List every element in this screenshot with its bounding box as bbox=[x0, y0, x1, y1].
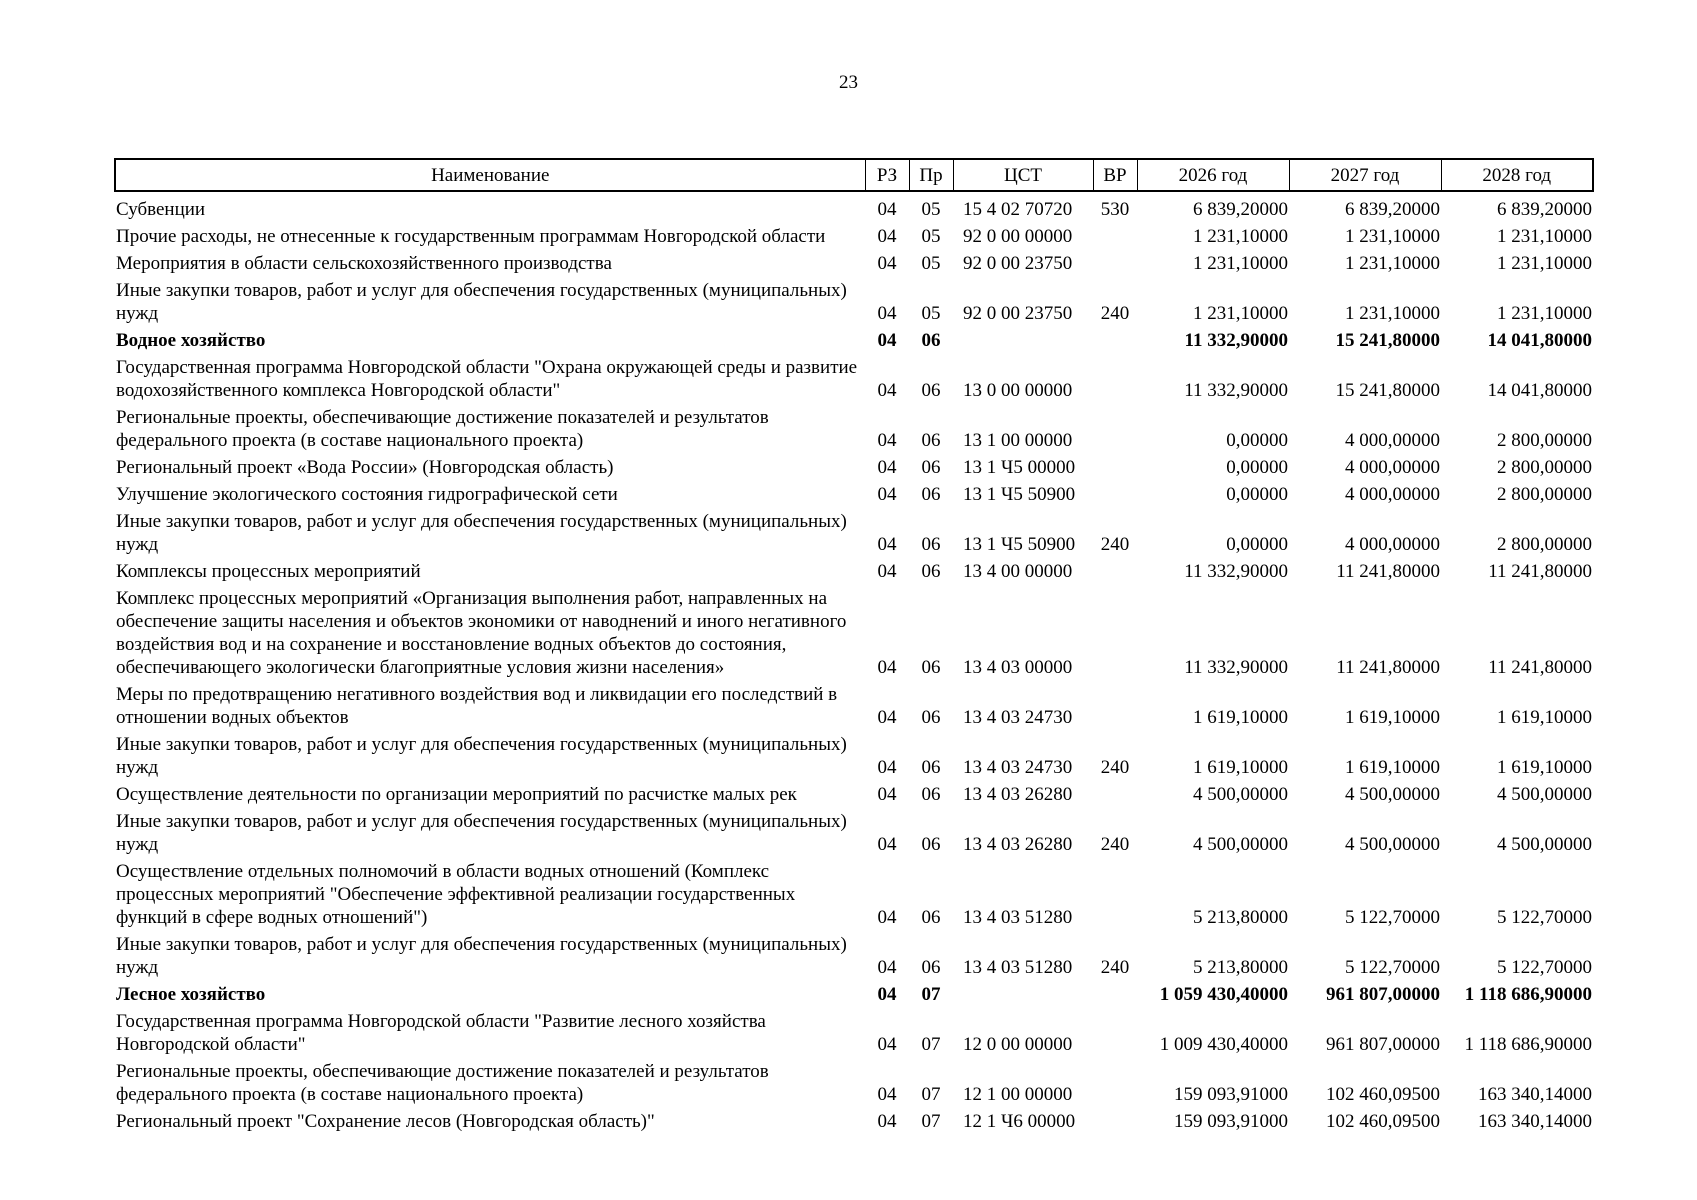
cell-cst: 13 4 00 00000 bbox=[963, 561, 1073, 582]
cell-rz: 04 bbox=[877, 534, 897, 555]
cell-cst: 13 4 03 51280 bbox=[963, 907, 1073, 928]
cell-cst bbox=[953, 983, 1093, 1010]
cell-pr: 06 bbox=[921, 957, 941, 978]
cell-vr bbox=[1093, 587, 1137, 683]
cell-pr: 05 bbox=[921, 199, 941, 220]
cell-pr: 07 bbox=[921, 1034, 941, 1055]
cell-name: Прочие расходы, не отнесенные к государственным программам Новгородской области bbox=[116, 226, 826, 247]
table-row bbox=[115, 356, 1593, 406]
cell-pr: 06 bbox=[921, 380, 941, 401]
cell-cst: 13 4 03 51280 bbox=[963, 957, 1073, 978]
cell-2026: 11 332,90000 bbox=[1184, 330, 1288, 351]
cell-2027: 11 241,80000 bbox=[1336, 657, 1440, 678]
cell-name: Осуществление отдельных полномочий в области водных отношений (Комплекс процессных мероприятий "Обеспечение эффективной реализации государственных функций в сфере водных отношений") bbox=[116, 861, 796, 928]
cell-pr: 05 bbox=[921, 253, 941, 274]
cell-2027: 4 000,00000 bbox=[1345, 534, 1440, 555]
cell-pr: 06 bbox=[921, 784, 941, 805]
cell-rz: 04 bbox=[877, 957, 897, 978]
cell-vr bbox=[1093, 406, 1137, 456]
cell-vr bbox=[1093, 483, 1137, 510]
cell-cst: 13 4 03 00000 bbox=[963, 657, 1073, 678]
cell-2028: 11 241,80000 bbox=[1488, 561, 1592, 582]
cell-2026: 1 009 430,40000 bbox=[1159, 1034, 1288, 1055]
cell-2027: 4 000,00000 bbox=[1345, 484, 1440, 505]
cell-vr bbox=[1093, 356, 1137, 406]
cell-pr: 06 bbox=[921, 484, 941, 505]
cell-pr: 06 bbox=[921, 330, 941, 351]
cell-2026: 11 332,90000 bbox=[1184, 657, 1288, 678]
cell-name: Иные закупки товаров, работ и услуг для обеспечения государственных (муниципальных) нужд bbox=[116, 811, 847, 855]
cell-2028: 5 122,70000 bbox=[1497, 957, 1592, 978]
cell-name: Субвенции bbox=[116, 199, 206, 220]
cell-2028: 2 800,00000 bbox=[1497, 534, 1592, 555]
cell-rz: 04 bbox=[877, 430, 897, 451]
cell-name: Региональные проекты, обеспечивающие достижение показателей и результатов федерального проекта (в составе национального проекта) bbox=[116, 407, 769, 451]
cell-pr: 07 bbox=[921, 1111, 941, 1132]
cell-name: Иные закупки товаров, работ и услуг для обеспечения государственных (муниципальных) нужд bbox=[116, 934, 847, 978]
cell-cst: 13 4 03 26280 bbox=[963, 784, 1073, 805]
table-row bbox=[115, 510, 1593, 560]
cell-2027: 961 807,00000 bbox=[1326, 984, 1440, 1005]
cell-name: Иные закупки товаров, работ и услуг для обеспечения государственных (муниципальных) нужд bbox=[116, 280, 847, 324]
cell-2028: 14 041,80000 bbox=[1487, 330, 1592, 351]
cell-2026: 5 213,80000 bbox=[1193, 907, 1288, 928]
table-row bbox=[115, 587, 1593, 683]
cell-vr bbox=[1093, 329, 1137, 356]
table-body bbox=[115, 191, 1593, 1137]
cell-rz: 04 bbox=[877, 834, 897, 855]
table-row bbox=[115, 252, 1593, 279]
cell-2026: 1 231,10000 bbox=[1193, 303, 1288, 324]
cell-cst: 13 1 00 00000 bbox=[963, 430, 1073, 451]
page-number: 23 bbox=[839, 72, 858, 93]
table-row bbox=[115, 1010, 1593, 1060]
cell-2026: 159 093,91000 bbox=[1174, 1111, 1288, 1132]
cell-2028: 1 231,10000 bbox=[1497, 303, 1592, 324]
table-row bbox=[115, 860, 1593, 933]
cell-rz: 04 bbox=[877, 1084, 897, 1105]
budget-table bbox=[114, 158, 1594, 1137]
cell-rz: 04 bbox=[877, 226, 897, 247]
cell-2028: 1 231,10000 bbox=[1497, 226, 1592, 247]
cell-vr bbox=[1093, 860, 1137, 933]
cell-name: Мероприятия в области сельскохозяйственного производства bbox=[116, 253, 612, 274]
cell-cst: 92 0 00 23750 bbox=[963, 253, 1073, 274]
cell-name: Комплексы процессных мероприятий bbox=[116, 561, 421, 582]
cell-vr bbox=[1093, 252, 1137, 279]
cell-2027: 4 500,00000 bbox=[1345, 784, 1440, 805]
cell-rz: 04 bbox=[877, 561, 897, 582]
cell-rz: 04 bbox=[877, 657, 897, 678]
cell-vr bbox=[1093, 683, 1137, 733]
cell-2027: 1 619,10000 bbox=[1345, 707, 1440, 728]
cell-rz: 04 bbox=[877, 707, 897, 728]
table-row bbox=[115, 483, 1593, 510]
cell-pr: 07 bbox=[921, 984, 941, 1005]
cell-2026: 0,00000 bbox=[1226, 534, 1288, 555]
cell-name: Региональный проект "Сохранение лесов (Новгородская область)" bbox=[116, 1111, 655, 1132]
cell-cst: 92 0 00 00000 bbox=[963, 226, 1073, 247]
cell-vr: 240 bbox=[1100, 757, 1130, 778]
table-row bbox=[115, 191, 1593, 225]
cell-pr: 06 bbox=[921, 534, 941, 555]
cell-2027: 1 619,10000 bbox=[1345, 757, 1440, 778]
cell-cst: 12 1 Ч6 00000 bbox=[963, 1111, 1076, 1132]
cell-pr: 06 bbox=[921, 757, 941, 778]
cell-cst: 12 1 00 00000 bbox=[963, 1084, 1073, 1105]
cell-2026: 4 500,00000 bbox=[1193, 834, 1288, 855]
cell-2028: 4 500,00000 bbox=[1497, 784, 1592, 805]
table-row bbox=[115, 225, 1593, 252]
cell-2027: 4 500,00000 bbox=[1345, 834, 1440, 855]
cell-rz: 04 bbox=[877, 330, 897, 351]
table-row bbox=[115, 1060, 1593, 1110]
cell-rz: 04 bbox=[877, 757, 897, 778]
cell-name: Государственная программа Новгородской области "Развитие лесного хозяйства Новгородской области" bbox=[116, 1011, 766, 1055]
cell-cst: 12 0 00 00000 bbox=[963, 1034, 1073, 1055]
cell-2026: 159 093,91000 bbox=[1174, 1084, 1288, 1105]
cell-2026: 6 839,20000 bbox=[1193, 199, 1288, 220]
cell-2027: 4 000,00000 bbox=[1345, 457, 1440, 478]
table-row bbox=[115, 733, 1593, 783]
cell-vr bbox=[1093, 1060, 1137, 1110]
cell-2026: 0,00000 bbox=[1226, 457, 1288, 478]
cell-vr bbox=[1093, 456, 1137, 483]
table-row bbox=[115, 1110, 1593, 1137]
cell-name: Меры по предотвращению негативного воздействия вод и ликвидации его последствий в отношении водных объектов bbox=[116, 684, 838, 728]
cell-2026: 1 059 430,40000 bbox=[1159, 984, 1288, 1005]
cell-cst: 15 4 02 70720 bbox=[963, 199, 1073, 220]
cell-2026: 1 619,10000 bbox=[1193, 757, 1288, 778]
cell-name: Улучшение экологического состояния гидрографической сети bbox=[116, 484, 618, 505]
cell-2026: 0,00000 bbox=[1226, 430, 1288, 451]
cell-rz: 04 bbox=[877, 784, 897, 805]
cell-pr: 06 bbox=[921, 561, 941, 582]
cell-2027: 15 241,80000 bbox=[1335, 380, 1440, 401]
cell-2028: 6 839,20000 bbox=[1497, 199, 1592, 220]
cell-2027: 961 807,00000 bbox=[1326, 1034, 1440, 1055]
cell-2028: 4 500,00000 bbox=[1497, 834, 1592, 855]
header-cst: ЦСТ bbox=[953, 159, 1093, 191]
table-header bbox=[115, 159, 1593, 191]
cell-vr: 240 bbox=[1100, 834, 1130, 855]
cell-2028: 1 619,10000 bbox=[1497, 757, 1592, 778]
cell-pr: 06 bbox=[921, 907, 941, 928]
header-2027: 2027 год bbox=[1289, 159, 1441, 191]
header-vr: ВР bbox=[1093, 159, 1137, 191]
cell-pr: 05 bbox=[921, 226, 941, 247]
cell-2027: 6 839,20000 bbox=[1345, 199, 1440, 220]
cell-vr bbox=[1093, 783, 1137, 810]
cell-cst: 13 4 03 24730 bbox=[963, 757, 1073, 778]
table-row bbox=[115, 329, 1593, 356]
cell-rz: 04 bbox=[877, 253, 897, 274]
cell-cst: 13 4 03 26280 bbox=[963, 834, 1073, 855]
cell-vr bbox=[1093, 560, 1137, 587]
cell-rz: 04 bbox=[877, 303, 897, 324]
cell-2027: 1 231,10000 bbox=[1345, 226, 1440, 247]
cell-2027: 102 460,09500 bbox=[1326, 1111, 1440, 1132]
cell-vr: 240 bbox=[1100, 303, 1130, 324]
cell-name: Иные закупки товаров, работ и услуг для обеспечения государственных (муниципальных) нужд bbox=[116, 511, 847, 555]
cell-2028: 5 122,70000 bbox=[1497, 907, 1592, 928]
cell-2026: 5 213,80000 bbox=[1193, 957, 1288, 978]
cell-pr: 05 bbox=[921, 303, 941, 324]
cell-2028: 163 340,14000 bbox=[1478, 1111, 1592, 1132]
cell-2028: 1 231,10000 bbox=[1497, 253, 1592, 274]
cell-vr: 240 bbox=[1100, 957, 1130, 978]
table-row bbox=[115, 683, 1593, 733]
cell-2028: 2 800,00000 bbox=[1497, 457, 1592, 478]
cell-2027: 5 122,70000 bbox=[1345, 957, 1440, 978]
cell-rz: 04 bbox=[877, 457, 897, 478]
cell-2026: 1 619,10000 bbox=[1193, 707, 1288, 728]
cell-pr: 06 bbox=[921, 657, 941, 678]
cell-cst: 13 1 Ч5 50900 bbox=[963, 484, 1076, 505]
cell-2028: 2 800,00000 bbox=[1497, 484, 1592, 505]
cell-pr: 07 bbox=[921, 1084, 941, 1105]
cell-cst: 13 0 00 00000 bbox=[963, 380, 1073, 401]
cell-vr bbox=[1093, 1110, 1137, 1137]
cell-name: Региональный проект «Вода России» (Новгородская область) bbox=[116, 457, 614, 478]
cell-2026: 1 231,10000 bbox=[1193, 226, 1288, 247]
cell-cst: 92 0 00 23750 bbox=[963, 303, 1073, 324]
cell-cst bbox=[953, 329, 1093, 356]
header-2028: 2028 год bbox=[1441, 159, 1593, 191]
cell-2027: 4 000,00000 bbox=[1345, 430, 1440, 451]
cell-pr: 06 bbox=[921, 707, 941, 728]
cell-name: Водное хозяйство bbox=[116, 330, 266, 351]
cell-rz: 04 bbox=[877, 1034, 897, 1055]
budget-table-container bbox=[114, 158, 1592, 1137]
table-row bbox=[115, 783, 1593, 810]
cell-2028: 14 041,80000 bbox=[1487, 380, 1592, 401]
cell-rz: 04 bbox=[877, 1111, 897, 1132]
header-rz: РЗ bbox=[865, 159, 909, 191]
cell-2026: 11 332,90000 bbox=[1184, 380, 1288, 401]
cell-2028: 1 619,10000 bbox=[1497, 707, 1592, 728]
cell-2026: 4 500,00000 bbox=[1193, 784, 1288, 805]
cell-2027: 11 241,80000 bbox=[1336, 561, 1440, 582]
cell-2027: 5 122,70000 bbox=[1345, 907, 1440, 928]
cell-cst: 13 1 Ч5 50900 bbox=[963, 534, 1076, 555]
table-row bbox=[115, 406, 1593, 456]
cell-rz: 04 bbox=[877, 199, 897, 220]
cell-2027: 15 241,80000 bbox=[1335, 330, 1440, 351]
table-row bbox=[115, 983, 1593, 1010]
cell-name: Осуществление деятельности по организации мероприятий по расчистке малых рек bbox=[116, 784, 797, 805]
table-row bbox=[115, 560, 1593, 587]
header-row bbox=[115, 159, 1593, 191]
header-2026: 2026 год bbox=[1137, 159, 1289, 191]
cell-2026: 1 231,10000 bbox=[1193, 253, 1288, 274]
cell-cst: 13 1 Ч5 00000 bbox=[963, 457, 1076, 478]
cell-rz: 04 bbox=[877, 484, 897, 505]
header-name: Наименование bbox=[115, 159, 865, 191]
cell-pr: 06 bbox=[921, 457, 941, 478]
cell-cst: 13 4 03 24730 bbox=[963, 707, 1073, 728]
cell-name: Иные закупки товаров, работ и услуг для обеспечения государственных (муниципальных) нужд bbox=[116, 734, 847, 778]
cell-name: Региональные проекты, обеспечивающие достижение показателей и результатов федерального проекта (в составе национального проекта) bbox=[116, 1061, 769, 1105]
cell-pr: 06 bbox=[921, 430, 941, 451]
table-row bbox=[115, 810, 1593, 860]
cell-vr: 240 bbox=[1100, 534, 1130, 555]
cell-2028: 163 340,14000 bbox=[1478, 1084, 1592, 1105]
table-row bbox=[115, 279, 1593, 329]
cell-name: Лесное хозяйство bbox=[116, 984, 266, 1005]
table-row bbox=[115, 456, 1593, 483]
header-pr: Пр bbox=[909, 159, 953, 191]
cell-rz: 04 bbox=[877, 984, 897, 1005]
cell-2027: 1 231,10000 bbox=[1345, 303, 1440, 324]
cell-2027: 1 231,10000 bbox=[1345, 253, 1440, 274]
cell-2028: 11 241,80000 bbox=[1488, 657, 1592, 678]
cell-name: Государственная программа Новгородской области "Охрана окружающей среды и развитие водохозяйственного комплекса Новгородской области" bbox=[116, 357, 858, 401]
cell-rz: 04 bbox=[877, 907, 897, 928]
table-row bbox=[115, 933, 1593, 983]
cell-2026: 11 332,90000 bbox=[1184, 561, 1288, 582]
cell-2028: 2 800,00000 bbox=[1497, 430, 1592, 451]
cell-2028: 1 118 686,90000 bbox=[1464, 1034, 1592, 1055]
cell-2027: 102 460,09500 bbox=[1326, 1084, 1440, 1105]
cell-vr bbox=[1093, 983, 1137, 1010]
cell-rz: 04 bbox=[877, 380, 897, 401]
cell-vr bbox=[1093, 225, 1137, 252]
cell-pr: 06 bbox=[921, 834, 941, 855]
cell-2028: 1 118 686,90000 bbox=[1464, 984, 1592, 1005]
cell-name: Комплекс процессных мероприятий «Организация выполнения работ, направленных на обеспечение защиты населения и объектов экономики от наводнений и иного негативного воздействия вод и на сохранение и восстановление водных объектов до состояния, обеспечивающего экологически благоприятные условия жизни населения» bbox=[116, 588, 847, 678]
cell-vr: 530 bbox=[1100, 199, 1130, 220]
cell-vr bbox=[1093, 1010, 1137, 1060]
cell-2026: 0,00000 bbox=[1226, 484, 1288, 505]
